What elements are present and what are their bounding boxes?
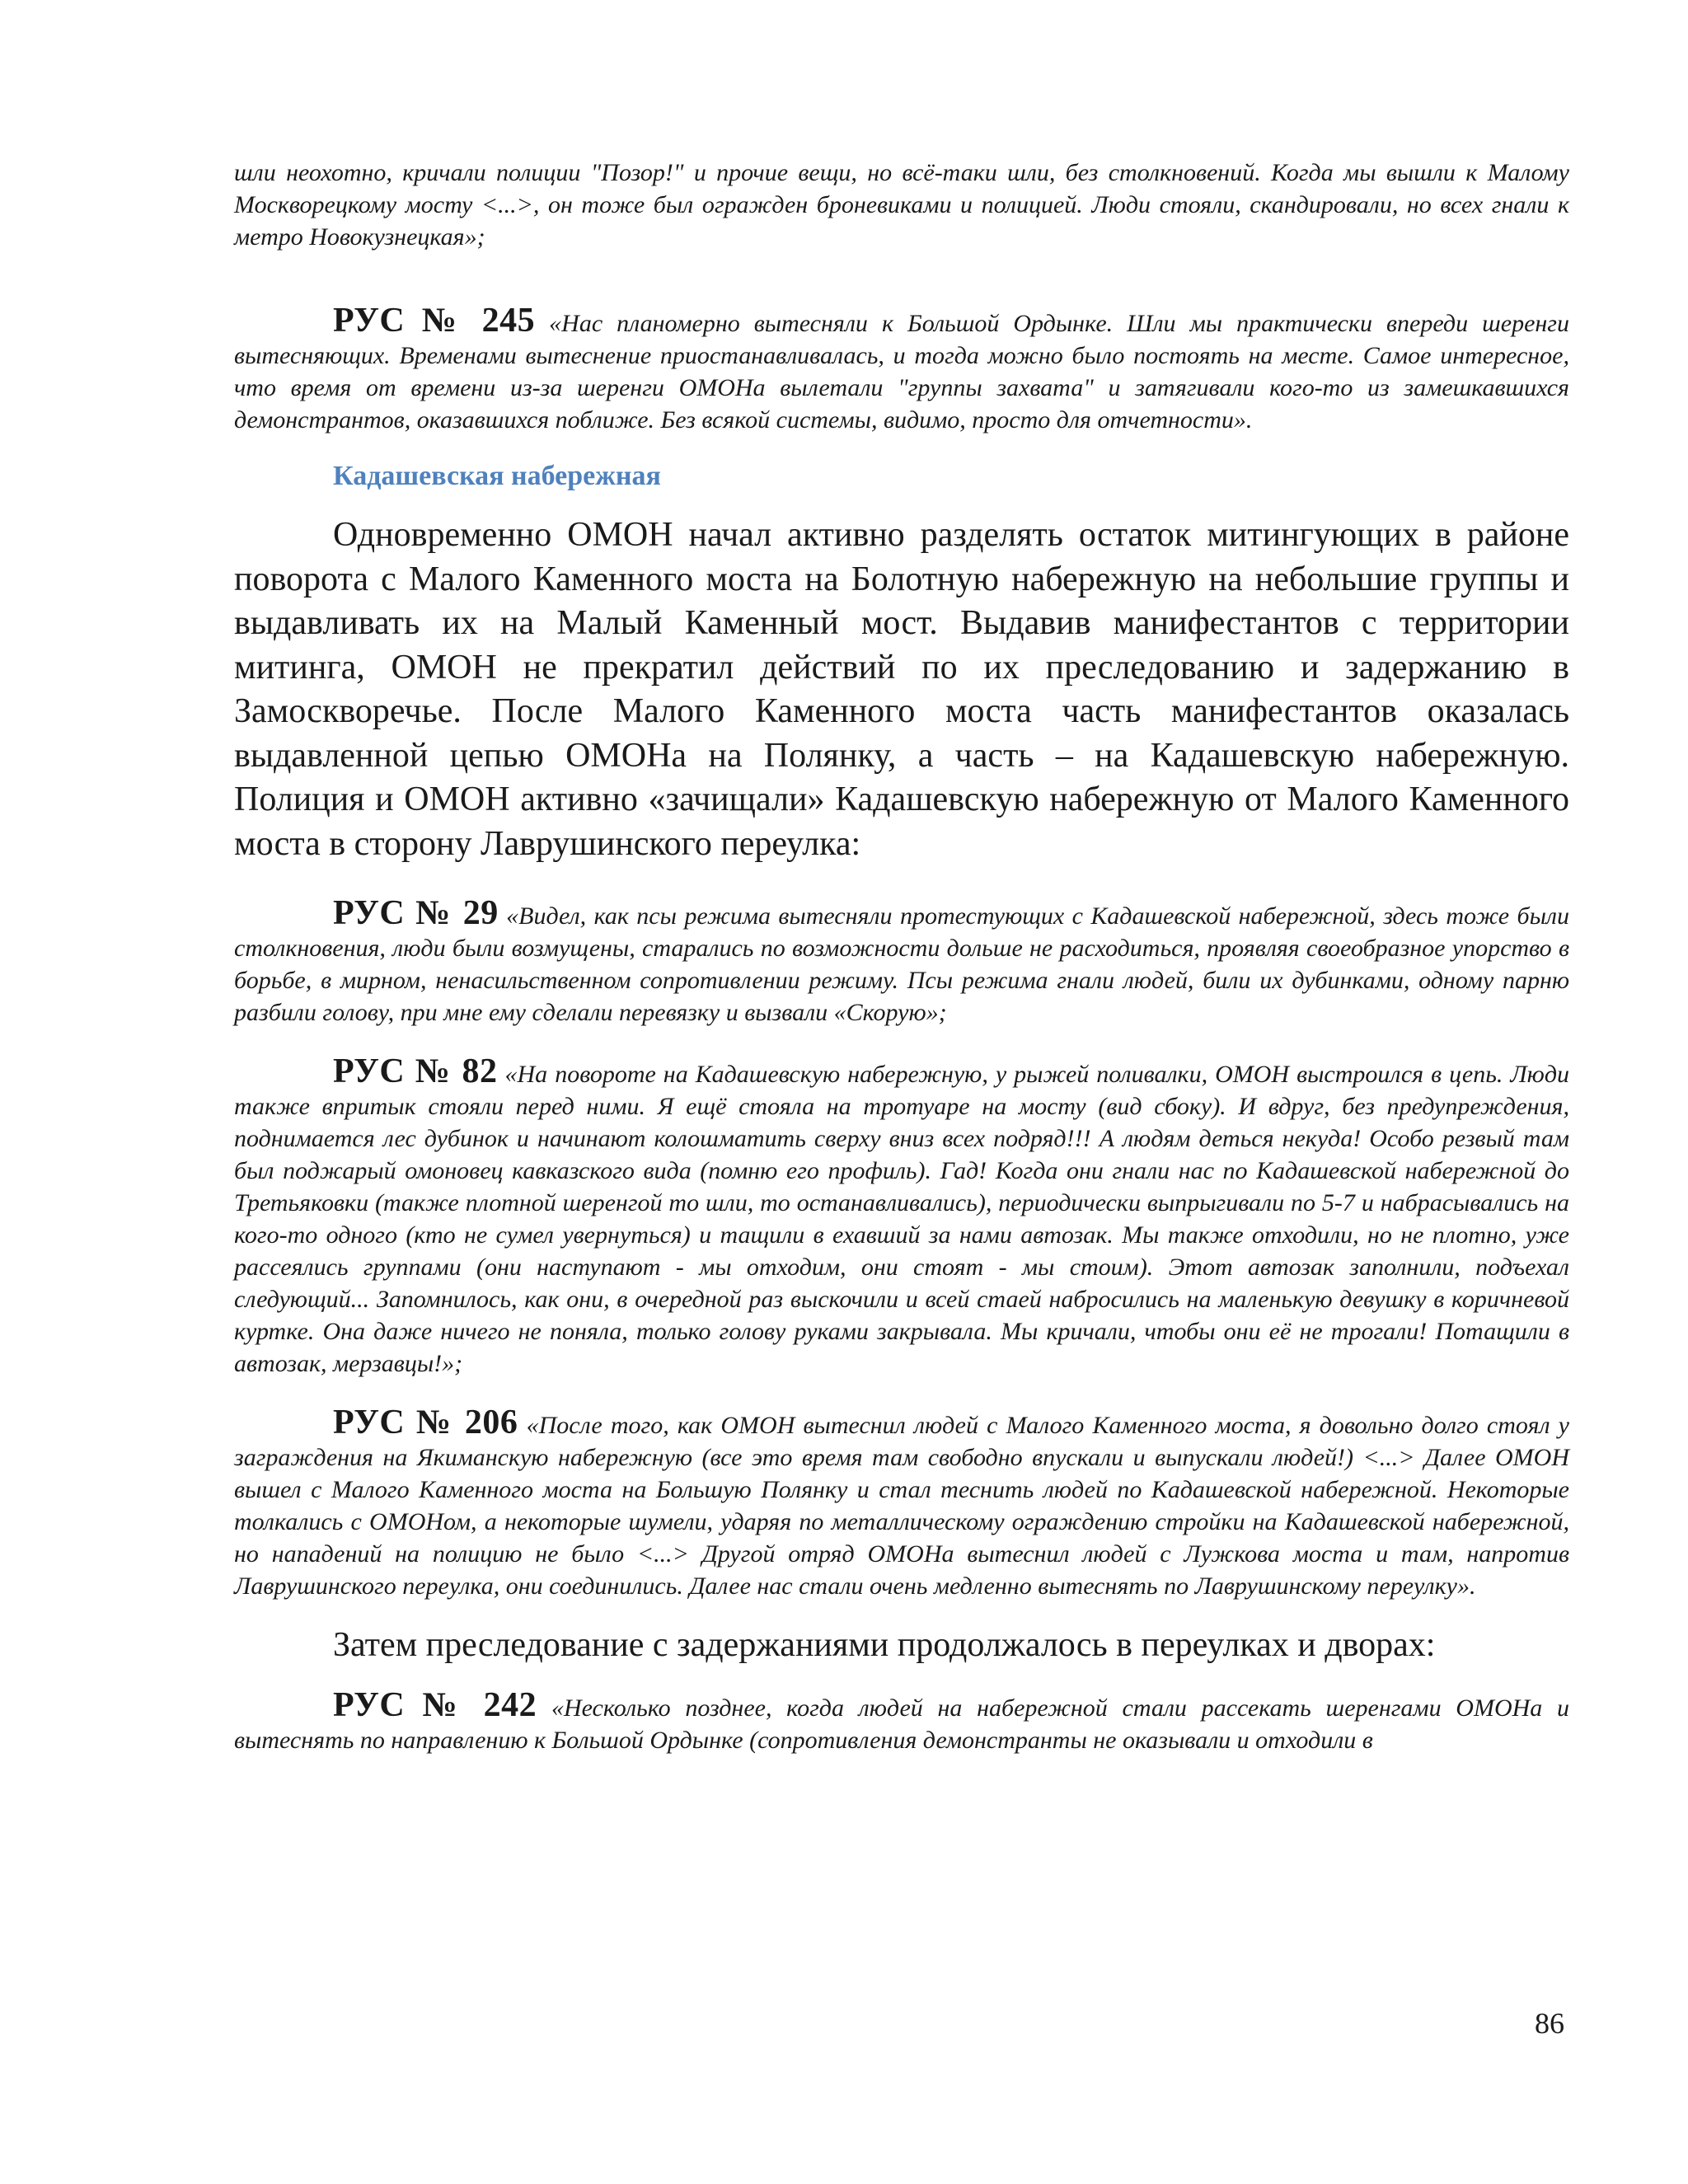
testimony-ref: РУС № 206 bbox=[333, 1404, 518, 1441]
testimony-ref: РУС № 82 bbox=[333, 1052, 498, 1090]
testimony-ref: РУС № 245 bbox=[333, 302, 536, 340]
section-heading: Кадашевская набережная bbox=[333, 461, 661, 491]
testimony-29 bbox=[234, 894, 1570, 1029]
testimony-text: «Видел, как псы режима вытесняли протестующих с Кадашевской набережной, здесь тоже были столкновения, люди были возмущены, старались по возможности дольше не расходиться, проявляя своеобразное упорство в борьбе, в мирном, ненасильственном сопротивлении режиму. Псы режима гнали людей, били их дубинками, одному парню разбили голову, при мне ему сделали перевязку и вызвали «Скорую»; bbox=[234, 902, 1570, 1026]
testimony-245 bbox=[234, 302, 1570, 436]
testimony-text: «На повороте на Кадашевскую набережную, у рыжей поливалки, ОМОН выстроился в цепь. Люди также впритык стояли перед ними. Я ещё стояла на тротуаре на мосту (вид сбоку). И вдруг, без предупреждения, поднимается лес дубинок и начинают колошматить сверху вниз всех подряд!!! А людям деться некуда! Особо резвый там был поджарый омоновец кавказского вида (помню его профиль). Гад! Когда они гнали нас по Кадашевской набережной до Третьяковки (также плотной шеренгой то шли, то останавливались), периодически выпрыгивали по 5-7 и набрасывались на кого-то одного (кто не сумел увернуться) и тащили в ехавший за нами автозак. Мы также отходили, но не плотно, уже рассеялись группами (они наступают - мы отходим, они стоят - мы стоим). Этот автозак заполнили, подъехал следующий... Запомнилось, как они, в очередной раз выскочили и всей стаей набросились на маленькую девушку в коричневой куртке. Она даже ничего не поняла, только голову руками закрывала. Мы кричали, чтобы они её не трогали! Потащили в автозак, мерзавцы!»; bbox=[234, 1061, 1570, 1377]
second-paragraph: Затем преследование с задержаниями продолжалось в переулках и дворах: bbox=[333, 1626, 1436, 1664]
testimony-ref: РУС № 29 bbox=[333, 894, 499, 932]
main-paragraph: Одновременно ОМОН начал активно разделять остаток митингующих в районе поворота с Малого Каменного моста на Болотную набережную на небольшие группы и выдавливать их на Малый Каменный мост. Выдавив манифестантов с территории митинга, ОМОН не прекратил действий по их преследованию и задержанию в Замоскворечье. После Малого Каменного моста часть манифестантов оказалась выдавленной цепью ОМОНа на Полянку, а часть – на Кадашевскую набережную. Полиция и ОМОН активно «зачищали» Кадашевскую набережную от Малого Каменного моста в сторону Лаврушинского переулка: bbox=[234, 516, 1569, 863]
testimony-ref: РУС № 242 bbox=[333, 1685, 537, 1724]
testimony-text: «После того, как ОМОН вытеснил людей с Малого Каменного моста, я довольно долго стоял у заграждения на Якиманскую набережную (все это время там свободно впускали и выпускали людей!) <...> Далее ОМОН вышел с Малого Каменного моста на Большую Полянку и стал теснить людей по Кадашевской набережной. Некоторые толкались с ОМОНом, а некоторые шумели, ударяя по металлическому ограждению стройки на Кадашевской набережной, но нападений на полицию не было <...> Другой отряд ОМОНа вытеснил людей с Лужкова моста и там, напротив Лаврушинского переулка, они соединились. Далее нас стали очень медленно вытеснять по Лаврушинскому переулку». bbox=[234, 1412, 1569, 1600]
testimony-206 bbox=[234, 1404, 1569, 1602]
testimony-text: «Несколько позднее, когда людей на набережной стали рассекать шеренгами ОМОНа и вытеснять по направлению к Большой Ордынке (сопротивления демонстранты не оказывали и отходили в bbox=[234, 1694, 1570, 1754]
testimony-242 bbox=[234, 1685, 1570, 1756]
page-number: 86 bbox=[1535, 2007, 1564, 2040]
intro-quote bbox=[234, 157, 1569, 253]
document-page bbox=[234, 157, 1569, 1756]
testimony-82 bbox=[234, 1052, 1570, 1380]
intro-quote-text: шли неохотно, кричали полиции "Позор!" и прочие вещи, но всё-таки шли, без столкновений. Когда мы вышли к Малому Москворецкому мосту <...>, он тоже был огражден броневиками и полицией. Люди стояли, скандировали, но всех гнали к метро Новокузнецкая»; bbox=[234, 159, 1569, 251]
testimony-text: «Нас планомерно вытесняли к Большой Ордынке. Шли мы практически впереди шеренги вытесняющих. Временами вытеснение приостанавливалась, и тогда можно было постоять на месте. Самое интересное, что время от времени из-за шеренги ОМОНа вылетали "группы захвата" и затягивали кого-то из замешкавшихся демонстрантов, оказавшихся поближе. Без всякой системы, видимо, просто для отчетности». bbox=[234, 310, 1570, 434]
